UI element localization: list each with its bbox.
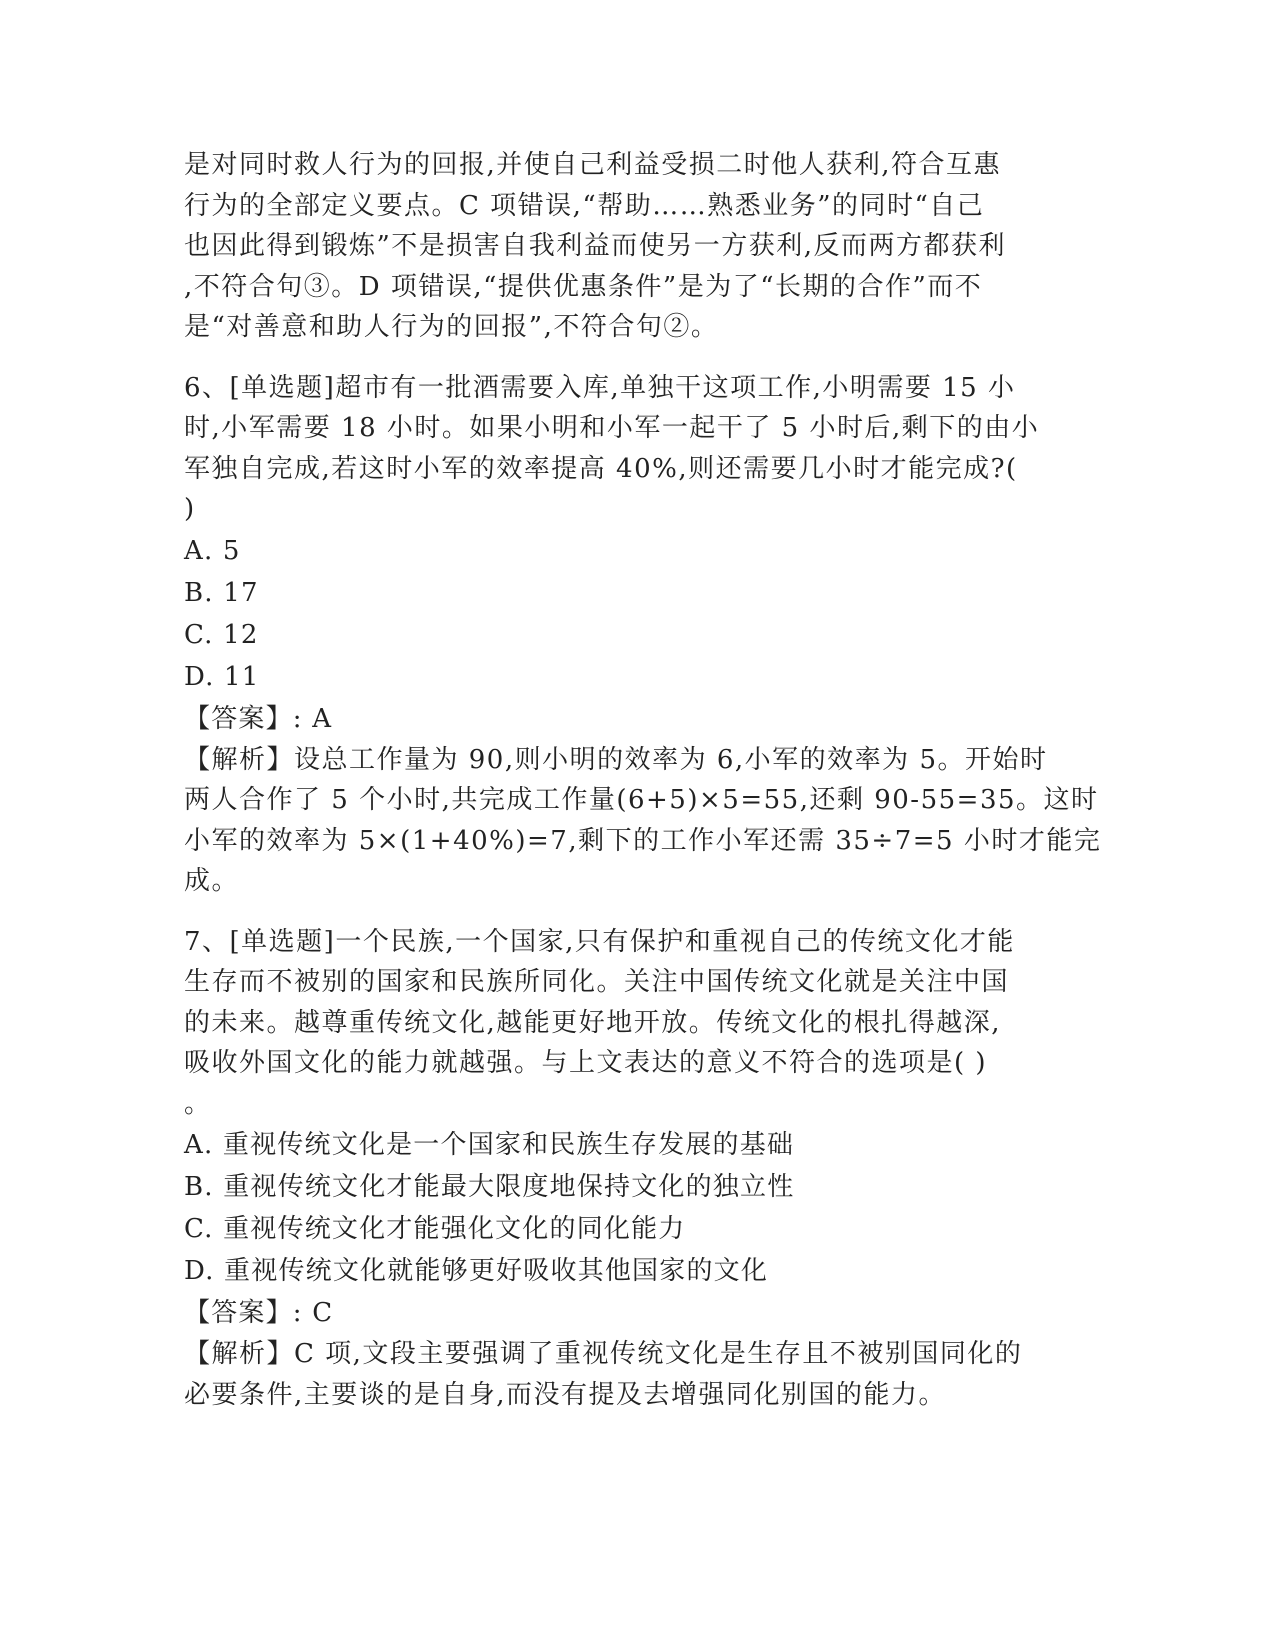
question-6-stem-line: 时,小军需要 18 小时。如果小明和小军一起干了 5 小时后,剩下的由小 <box>184 413 1040 443</box>
question-7-stem-line: 7、[单选题]一个民族,一个国家,只有保护和重视自己的传统文化才能 <box>184 926 1015 957</box>
question-6-stem-line: 军独自完成,若这时小军的效率提高 40%,则还需要几小时才能完成?( <box>184 453 1018 484</box>
question-7-stem-line: 。 <box>184 1088 212 1119</box>
question-6-analysis-line: 两人合作了 5 个小时,共完成工作量(6+5)×5=55,还剩 90-55=35。这时 <box>184 785 1099 815</box>
intro-line: ,不符合句③。D 项错误,“提供优惠条件”是为了“长期的合作”而不 <box>184 271 983 302</box>
question-7-analysis-line: 【解析】C 项,文段主要强调了重视传统文化是生存且不被别国同化的 <box>184 1339 1023 1369</box>
intro-line: 是“对善意和助人行为的回报”,不符合句②。 <box>184 312 719 342</box>
document-page <box>184 145 1102 1415</box>
question-6 <box>184 368 1102 902</box>
question-7-stem-line: 的未来。越尊重传统文化,越能更好地开放。传统文化的根扎得越深, <box>184 1007 1002 1038</box>
intro-paragraph <box>184 145 1074 348</box>
question-7-stem-line: 生存而不被别的国家和民族所同化。关注中国传统文化就是关注中国 <box>184 967 1010 997</box>
question-6-option-a: A. 5 <box>184 535 241 566</box>
question-6-option-b: B. 17 <box>184 577 259 608</box>
question-6-analysis-line: 成。 <box>184 866 240 896</box>
question-6-option-d: D. 11 <box>184 661 260 692</box>
question-7-answer: 【答案】: C <box>184 1298 334 1328</box>
question-6-analysis-line: 【解析】设总工作量为 90,则小明的效率为 6,小军的效率为 5。开始时 <box>184 744 1048 775</box>
question-7-stem-line: 吸收外国文化的能力就越强。与上文表达的意义不符合的选项是( ) <box>184 1048 988 1078</box>
intro-line: 是对同时救人行为的回报,并使自己利益受损二时他人获利,符合互惠 <box>184 150 1002 180</box>
question-7 <box>184 922 1074 1416</box>
question-7-option-b: B. 重视传统文化才能最大限度地保持文化的独立性 <box>184 1172 795 1202</box>
question-6-stem-line: ) <box>184 494 196 524</box>
question-6-stem-line: 6、[单选题]超市有一批酒需要入库,单独干这项工作,小明需要 15 小 <box>184 372 1016 403</box>
question-6-option-c: C. 12 <box>184 619 259 650</box>
question-7-option-d: D. 重视传统文化就能够更好吸收其他国家的文化 <box>184 1256 769 1286</box>
question-6-analysis-line: 小军的效率为 5×(1+40%)=7,剩下的工作小军还需 35÷7=5 小时才能完 <box>184 825 1102 856</box>
intro-line: 也因此得到锻炼”不是损害自我利益而使另一方获利,反而两方都获利 <box>184 231 1007 261</box>
question-7-option-a: A. 重视传统文化是一个国家和民族生存发展的基础 <box>184 1130 795 1160</box>
intro-line: 行为的全部定义要点。C 项错误,“帮助……熟悉业务”的同时“自己 <box>184 190 985 221</box>
question-7-analysis-line: 必要条件,主要谈的是自身,而没有提及去增强同化别国的能力。 <box>184 1379 947 1410</box>
question-6-answer: 【答案】: A <box>184 703 333 734</box>
question-7-option-c: C. 重视传统文化才能强化文化的同化能力 <box>184 1214 686 1244</box>
